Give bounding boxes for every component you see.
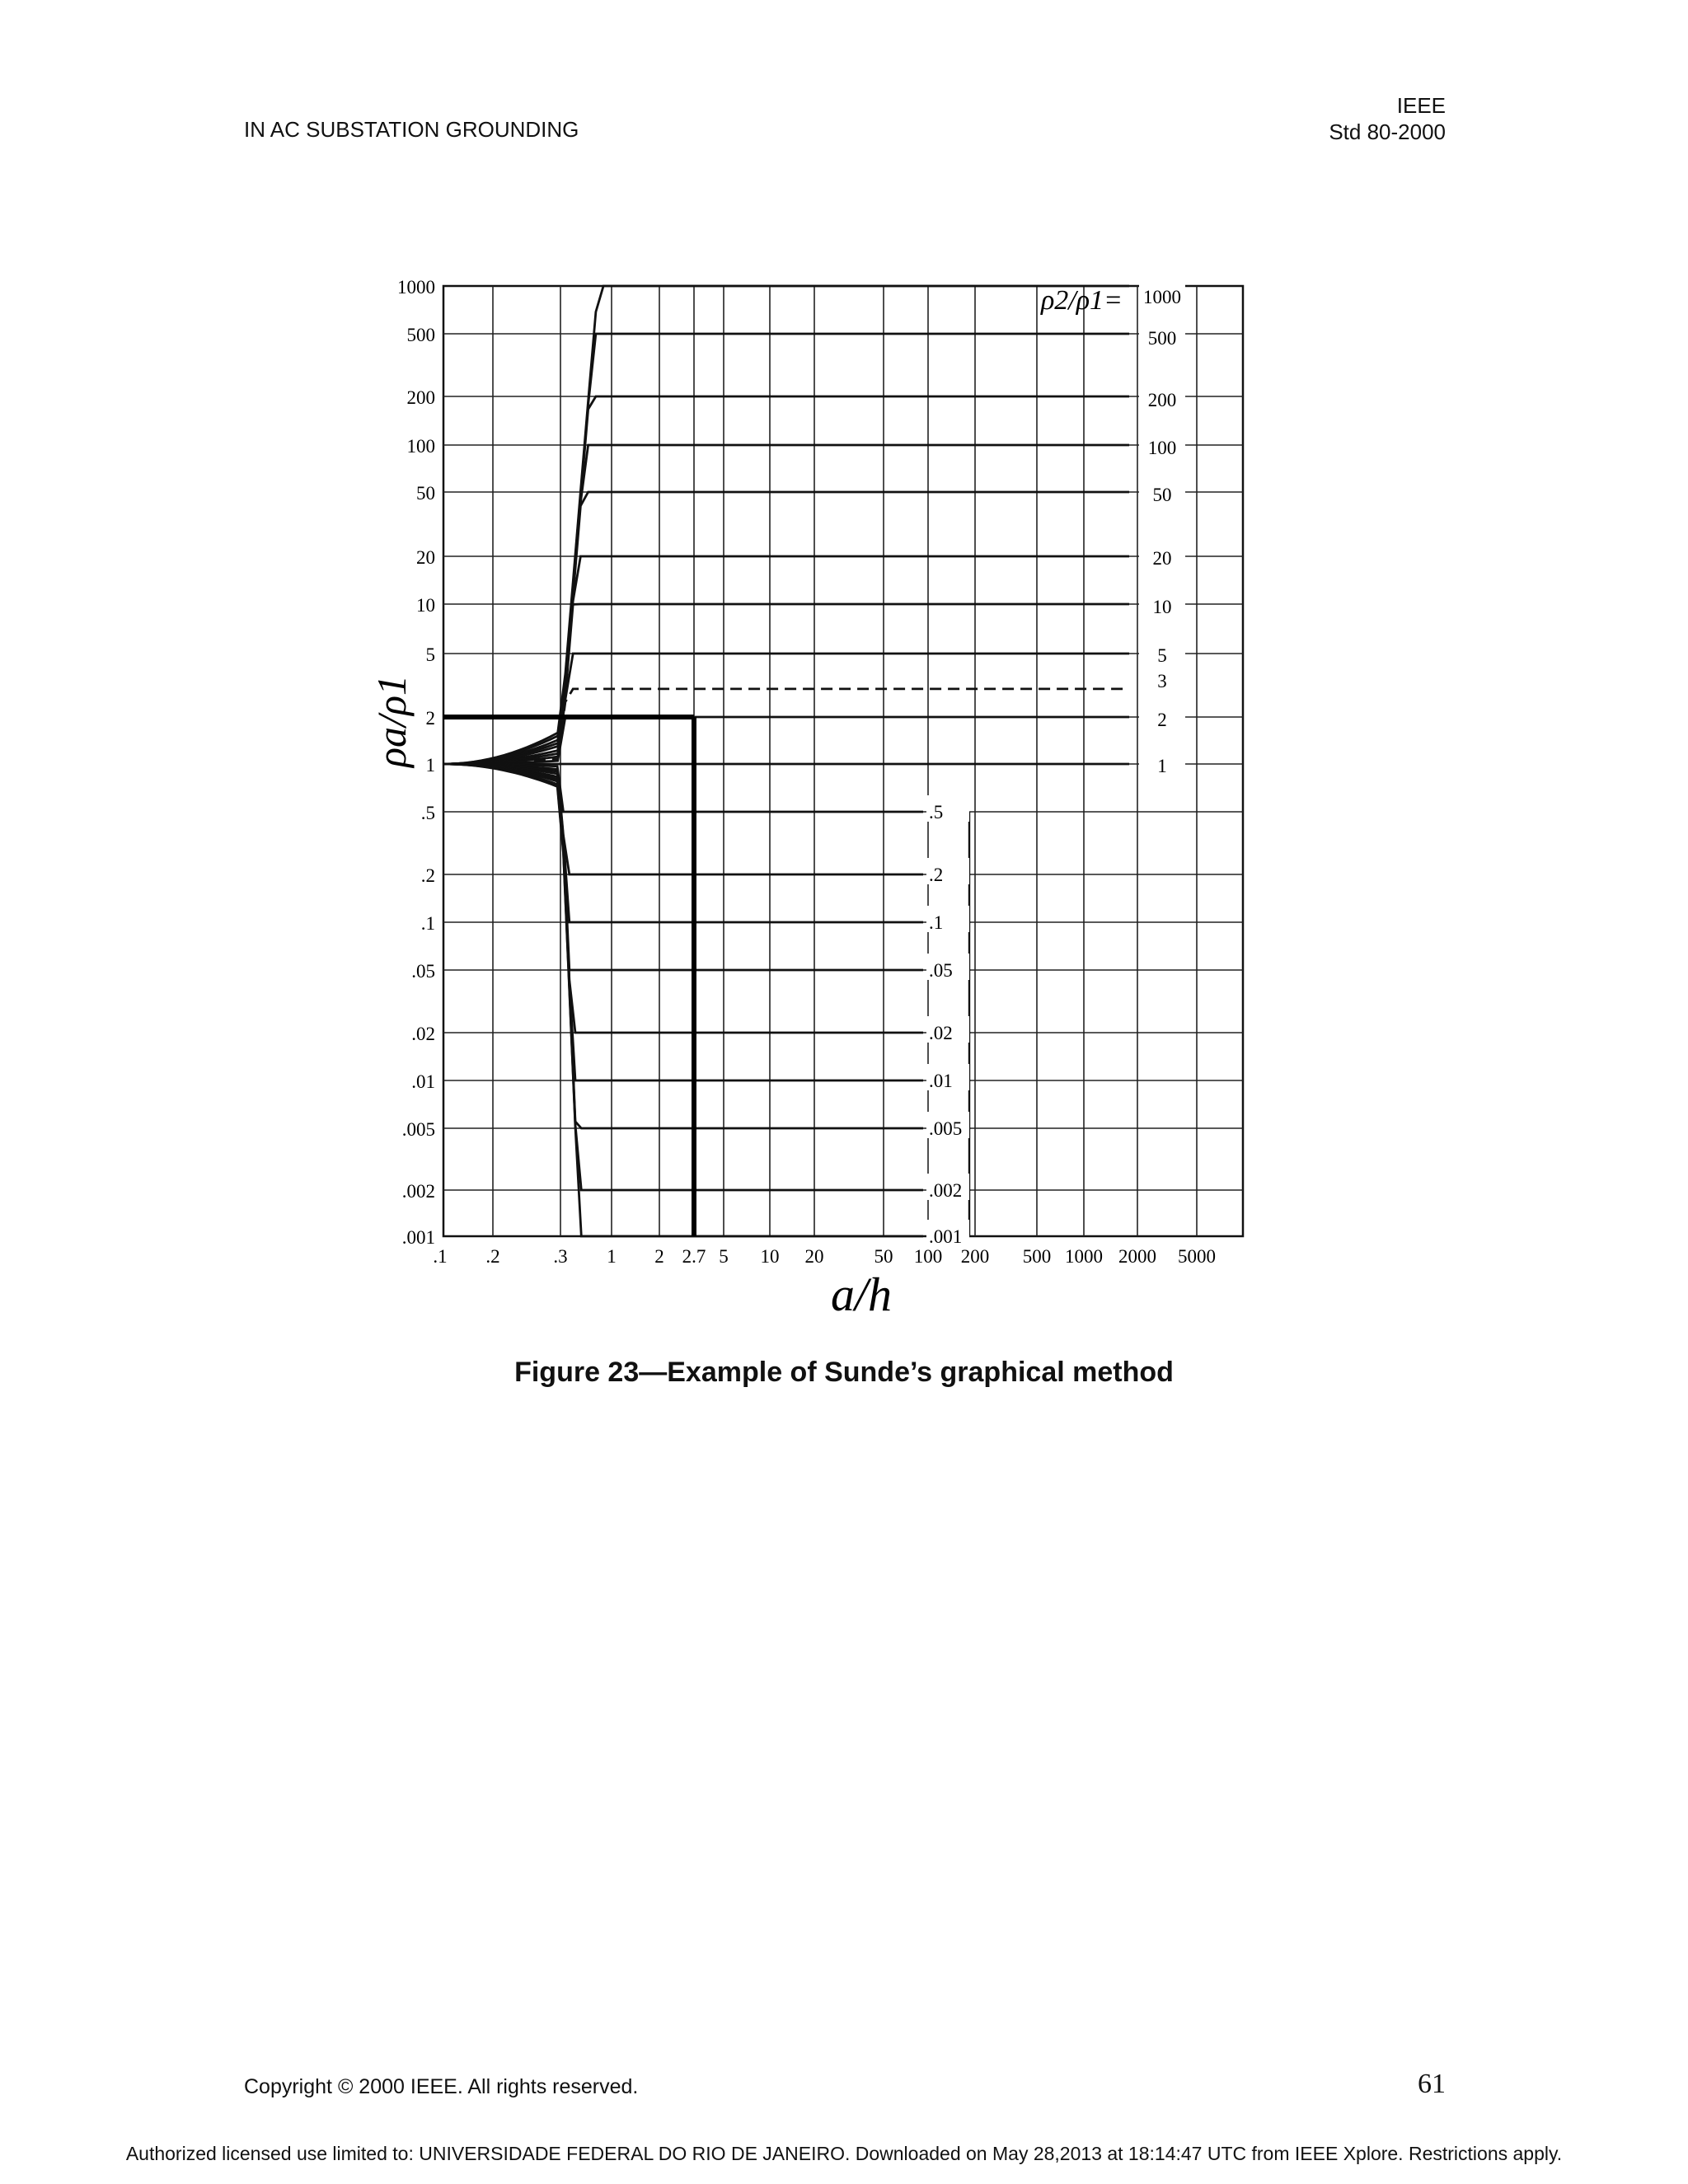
- y-tick-label: .5: [420, 803, 435, 823]
- x-tick-label: 2.7: [682, 1246, 706, 1267]
- y-tick-label: 1: [425, 755, 435, 776]
- y-tick-label: 10: [416, 595, 435, 616]
- curve-ratio-0p02: [443, 764, 923, 1033]
- x-tick-label: 1: [607, 1246, 617, 1267]
- curve-ratio-0p1: [443, 764, 923, 922]
- x-tick-label: 20: [804, 1246, 824, 1267]
- lower-curve-label: .2: [929, 865, 944, 885]
- x-tick-label: 50: [874, 1246, 893, 1267]
- chart-labels: [368, 277, 1216, 1321]
- lower-curve-label: .005: [929, 1118, 963, 1139]
- header-ieee: IEEE: [1396, 93, 1446, 118]
- copyright-notice: Copyright © 2000 IEEE. All rights reserved.: [244, 2075, 639, 2098]
- y-tick-label: 5: [425, 644, 435, 665]
- y-tick-label: .05: [411, 961, 435, 982]
- upper-curve-label: 3: [1157, 671, 1167, 691]
- upper-curve-label: 10: [1152, 597, 1172, 617]
- upper-curve-label: 1: [1157, 756, 1167, 776]
- y-tick-label: 200: [406, 387, 435, 408]
- lower-curve-label: .002: [929, 1180, 963, 1201]
- y-tick-label: .2: [420, 865, 435, 886]
- chart-grid: [443, 286, 1243, 1236]
- curve-ratio-20: [443, 556, 1129, 764]
- curve-ratio-1000: [443, 286, 1129, 764]
- x-tick-label: 100: [913, 1246, 943, 1267]
- y-tick-label: .002: [401, 1181, 435, 1202]
- curve-ratio-200: [443, 396, 1129, 764]
- lower-curve-label: .01: [929, 1071, 953, 1091]
- curve-ratio-0p002: [443, 764, 923, 1190]
- header-std: Std 80-2000: [1329, 120, 1446, 144]
- license-notice: Authorized licensed use limited to: UNIVERSIDADE FEDERAL DO RIO DE JANEIRO. Downloaded on May 28,2013 at 18:14:47 UTC from IEEE Xplore. Restrictions apply.: [125, 2143, 1563, 2164]
- curve-ratio-0p05: [443, 764, 923, 970]
- upper-curve-label: 200: [1147, 390, 1177, 410]
- x-tick-label: 2: [654, 1246, 664, 1267]
- y-tick-label: 1000: [397, 277, 435, 298]
- y-tick-label: 2: [425, 708, 435, 729]
- upper-curve-label: 500: [1147, 328, 1177, 349]
- x-tick-label: 5: [719, 1246, 729, 1267]
- upper-curve-label: 20: [1152, 548, 1172, 569]
- y-tick-label: 50: [416, 483, 435, 504]
- upper-curve-label: 5: [1157, 645, 1167, 666]
- y-tick-label: .005: [401, 1119, 435, 1140]
- curve-ratio-500: [443, 334, 1129, 764]
- figure-caption: Figure 23—Example of Sunde’s graphical method: [514, 1357, 1174, 1388]
- lower-curve-label: .05: [929, 960, 953, 981]
- lower-curve-label: .5: [929, 802, 944, 823]
- x-axis-label: a/h: [830, 1268, 893, 1321]
- curve-ratio-0p001: [443, 764, 923, 1236]
- chart-curves: [443, 286, 1129, 1236]
- x-tick-label: 1000: [1065, 1246, 1103, 1267]
- upper-curve-label: 2: [1157, 710, 1167, 730]
- running-header-left: IN AC SUBSTATION GROUNDING: [244, 117, 579, 142]
- y-tick-label: .02: [411, 1024, 435, 1044]
- lower-curve-label: .02: [929, 1023, 953, 1043]
- upper-curve-label: 50: [1152, 485, 1172, 505]
- y-tick-label: 500: [406, 325, 435, 345]
- curve-ratio-50: [443, 492, 1129, 764]
- y-tick-label: .001: [401, 1227, 435, 1248]
- lower-curve-label: .001: [929, 1226, 963, 1247]
- x-tick-label: 500: [1022, 1246, 1052, 1267]
- curve-ratio-0p2: [443, 764, 923, 874]
- curve-ratio-0p005: [443, 764, 923, 1128]
- y-tick-label: .1: [420, 913, 435, 934]
- x-tick-label: 5000: [1178, 1246, 1216, 1267]
- y-axis-label: ρa/ρ1: [368, 675, 415, 767]
- upper-curve-label: 100: [1147, 438, 1177, 458]
- lower-curve-label: .1: [929, 912, 944, 933]
- x-tick-label: 2000: [1118, 1246, 1156, 1267]
- x-tick-label: .2: [485, 1246, 500, 1267]
- upper-curve-label: 1000: [1143, 287, 1181, 307]
- y-tick-label: 100: [406, 436, 435, 457]
- y-tick-label: .01: [411, 1071, 435, 1092]
- page-number: 61: [1418, 2069, 1446, 2099]
- plot-frame: [443, 286, 1243, 1236]
- y-tick-label: 20: [416, 547, 435, 568]
- x-tick-label: .3: [553, 1246, 568, 1267]
- x-tick-label: 10: [760, 1246, 780, 1267]
- x-tick-label: .1: [433, 1246, 448, 1267]
- series-label: ρ2/ρ1=: [1040, 285, 1123, 316]
- x-tick-label: 200: [960, 1246, 990, 1267]
